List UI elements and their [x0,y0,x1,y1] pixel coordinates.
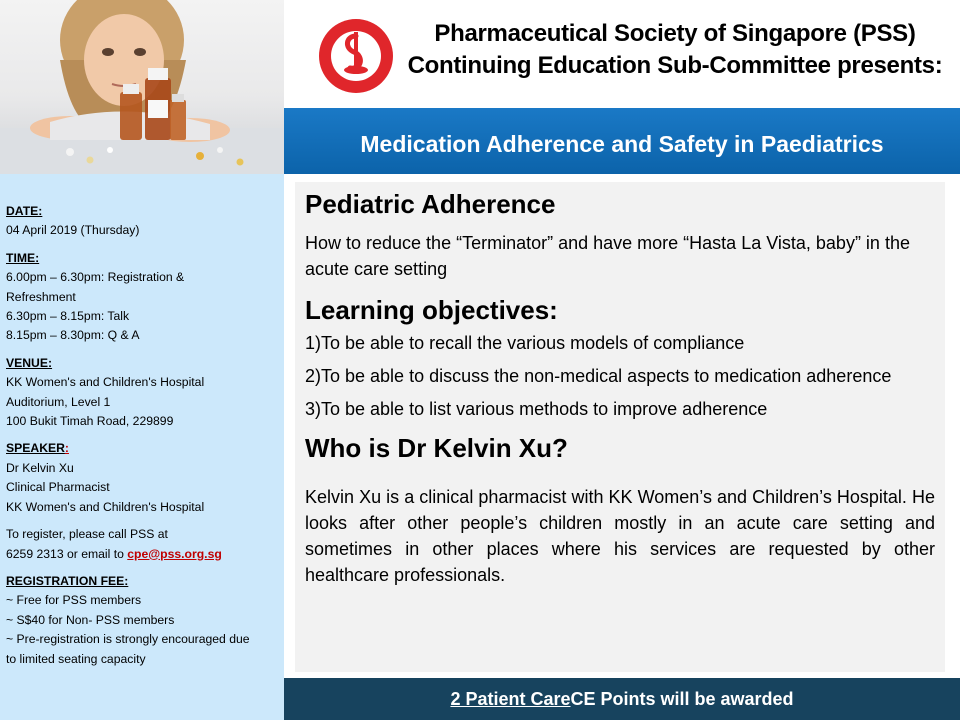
time-line: 6.30pm – 8.15pm: Talk [6,309,130,324]
speaker-line: Clinical Pharmacist [6,480,110,495]
speaker-section [6,439,278,517]
date-value: 04 April 2019 (Thursday) [6,223,140,238]
fee-line: ~ Free for PSS members [6,593,142,608]
time-label: TIME: [6,250,40,265]
venue-line: 100 Bukit Timah Road, 229899 [6,414,174,429]
objective-item: 1)To be able to recall the various models of compliance [305,333,745,353]
heading-pediatric-adherence: Pediatric Adherence [305,189,556,219]
event-details-panel [0,174,284,720]
venue-line: KK Women's and Children's Hospital [6,375,205,390]
event-title-bar [284,108,960,174]
venue-line: Auditorium, Level 1 [6,394,111,409]
fee-line: ~ S$40 for Non- PSS members [6,612,175,627]
speaker-line: Dr Kelvin Xu [6,460,74,475]
time-section [6,249,278,346]
register-line: To register, please call PSS at [6,527,168,542]
objective-item: 3)To be able to list various methods to improve adherence [305,399,768,419]
header-photo-child-with-medicine [0,0,284,174]
venue-section [6,354,278,432]
heading-learning-objectives: Learning objectives: [305,295,558,325]
objective-item: 2)To be able to discuss the non-medical aspects to medication adherence [305,366,892,386]
event-title: Medication Adherence and Safety in Paediatrics [360,130,884,157]
speaker-label-row [6,439,278,458]
talk-intro: How to reduce the “Terminator” and have more “Hasta La Vista, baby” in the acute care setting [305,233,910,279]
heading-speaker-bio: Who is Dr Kelvin Xu? [305,433,568,463]
header-line-1: Pharmaceutical Society of Singapore (PSS) [434,20,916,47]
ce-points-text: CE Points will be awarded [570,688,794,709]
register-email-link[interactable]: cpe@pss.org.sg [127,546,222,561]
speaker-label: SPEAKER [6,441,65,456]
date-section [6,202,278,241]
date-label: DATE: [6,204,43,218]
ce-points-count: 2 Patient Care [450,688,571,709]
register-section [6,525,278,564]
talk-description-panel [295,182,945,672]
venue-label: VENUE: [6,355,53,370]
header-title [400,18,950,82]
time-line: 6.00pm – 6.30pm: Registration & [6,270,185,285]
time-line: Refreshment [6,289,76,304]
fee-section [6,572,278,669]
fee-label: REGISTRATION FEE: [6,573,129,588]
fee-line: ~ Pre-registration is strongly encouraged due [6,632,250,647]
register-phone-text: 6259 2313 or email to [6,546,128,561]
time-line: 8.15pm – 8.30pm: Q & A [6,328,140,343]
ce-points-footer [284,678,960,720]
header-line-2: Continuing Education Sub-Committee presents: [407,52,943,79]
register-line-2 [6,545,278,564]
speaker-bio: Kelvin Xu is a clinical pharmacist with KK Women’s and Children’s Hospital. He looks after other people’s children mostly in an acute care setting and sometimes in other places where his services are requested by other healthcare professionals. [305,487,935,585]
fee-line: to limited seating capacity [6,651,146,666]
pss-logo [318,18,394,94]
speaker-label-colon: : [64,441,69,456]
speaker-line: KK Women's and Children's Hospital [6,499,205,514]
